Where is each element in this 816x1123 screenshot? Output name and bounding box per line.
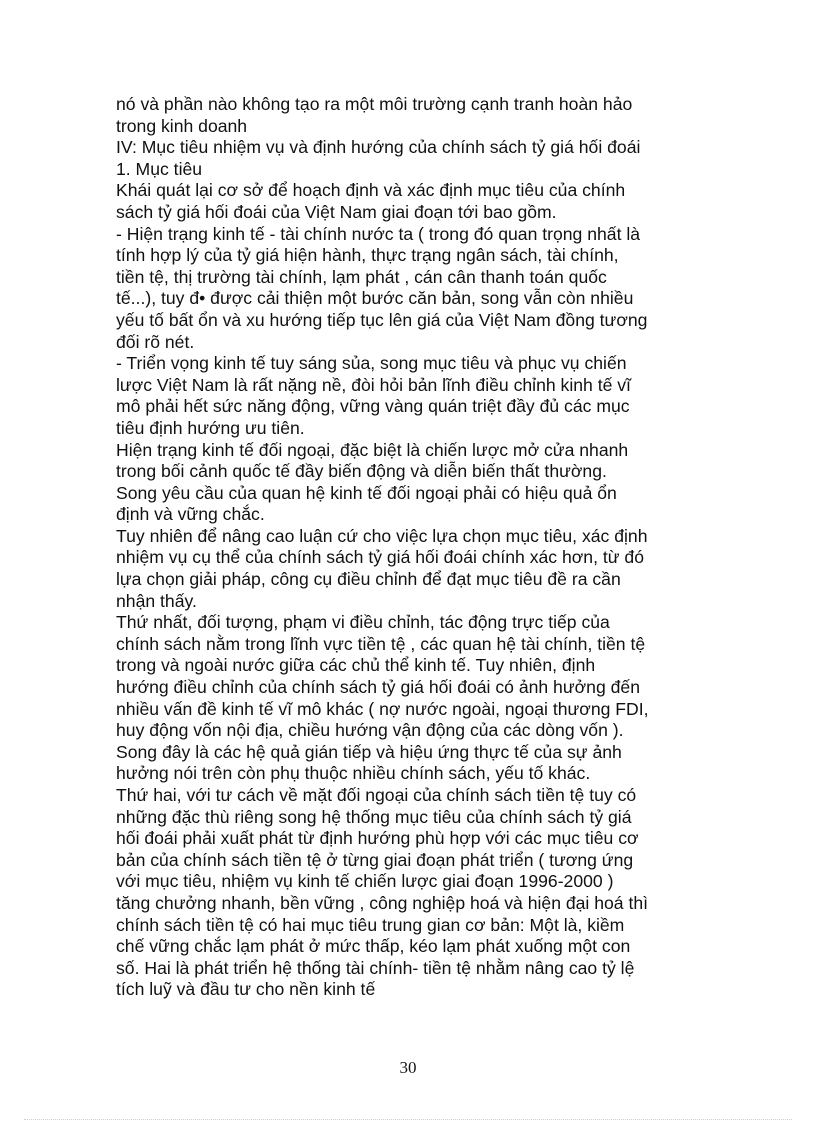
text-line: lựa chọn giải pháp, công cụ điều chỉnh để đạt mục tiêu đề ra cần (116, 569, 621, 590)
page-bottom-divider (24, 1119, 792, 1120)
text-line: với mục tiêu, nhiệm vụ kinh tế chiến lược giai đoạn 1996-2000 ) (116, 871, 614, 892)
text-line: yếu tố bất ổn và xu hướng tiếp tục lên giá của Việt Nam đồng tương (116, 309, 648, 330)
text-line: tích luỹ và đầu tư cho nền kinh tế (116, 979, 376, 1000)
text-line: Khái quát lại cơ sở để hoạch định và xác định mục tiêu của chính (116, 180, 626, 201)
text-line: hưởng nói trên còn phụ thuộc nhiều chính sách, yếu tố khác. (116, 763, 591, 784)
text-line: chính sách tiền tệ có hai mục tiêu trung gian cơ bản: Một là, kiềm (116, 914, 625, 935)
text-line: tiền tệ, thị trường tài chính, lạm phát , cán cân thanh toán quốc (116, 266, 607, 287)
text-line: mô phải hết sức năng động, vững vàng quán triệt đầy đủ các mục (116, 396, 630, 417)
text-line: lược Việt Nam là rất nặng nề, đòi hỏi bản lĩnh điều chỉnh kinh tế vĩ (116, 374, 631, 395)
text-line: Song đây là các hệ quả gián tiếp và hiệu ứng thực tế của sự ảnh (116, 741, 622, 762)
text-line: số. Hai là phát triển hệ thống tài chính- tiền tệ nhằm nâng cao tỷ lệ (116, 957, 635, 978)
text-line: hướng điều chỉnh của chính sách tỷ giá hối đoái có ảnh hưởng đến (116, 677, 640, 698)
text-line: tăng chưởng nhanh, bền vững , công nghiệp hoá và hiện đại hoá thì (116, 892, 649, 913)
page-number: 30 (399, 1058, 417, 1077)
text-line: - Triển vọng kinh tế tuy sáng sủa, song mục tiêu và phục vụ chiến (116, 353, 627, 374)
text-line: nó và phần nào không tạo ra một môi trường cạnh tranh hoàn hảo (116, 94, 633, 114)
text-line: định và vững chắc. (116, 504, 265, 525)
text-line: bản của chính sách tiền tệ ở từng giai đoạn phát triển ( tương ứng (116, 849, 634, 870)
text-line: trong bối cảnh quốc tế đầy biến động và diễn biến thất thường. (116, 461, 607, 482)
text-line: tế...), tuy đ• được cải thiện một bước căn bản, song vẫn còn nhiều (116, 288, 634, 309)
text-line: - Hiện trạng kinh tế - tài chính nước ta ( trong đó quan trọng nhất là (116, 223, 641, 244)
text-line: Hiện trạng kinh tế đối ngoại, đặc biệt là chiến lược mở cửa nhanh (116, 439, 629, 460)
subsection-heading: 1. Mục tiêu (116, 158, 203, 179)
body-text (116, 94, 716, 1001)
text-line: Tuy nhiên để nâng cao luận cứ cho việc lựa chọn mục tiêu, xác định (116, 525, 648, 546)
text-line: tiêu định hướng ưu tiên. (116, 417, 305, 438)
section-heading: IV: Mục tiêu nhiệm vụ và định hướng của chính sách tỷ giá hối đoái (116, 137, 641, 158)
text-line: nhiệm vụ cụ thể của chính sách tỷ giá hối đoái chính xác hơn, từ đó (116, 547, 644, 568)
text-line: nhận thấy. (116, 590, 197, 611)
text-line: sách tỷ giá hối đoái của Việt Nam giai đoạn tới bao gồm. (116, 201, 557, 222)
text-line: trong kinh doanh (116, 115, 248, 136)
text-line: đối rõ nét. (116, 331, 195, 352)
text-line: chế vững chắc lạm phát ở mức thấp, kéo lạm phát xuống một con (116, 936, 631, 957)
text-line: huy động vốn nội địa, chiều hướng vận động của các dòng vốn ). (116, 720, 624, 741)
text-line: những đặc thù riêng song hệ thống mục tiêu của chính sách tỷ giá (116, 806, 632, 827)
text-line: Thứ nhất, đối tượng, phạm vi điều chỉnh, tác động trực tiếp của (116, 612, 610, 633)
text-line: nhiều vấn đề kinh tế vĩ mô khác ( nợ nước ngoài, ngoại thương FDI, (116, 698, 649, 719)
text-line: trong và ngoài nước giữa các chủ thể kinh tế. Tuy nhiên, định (116, 655, 596, 676)
text-line: hối đoái phải xuất phát từ định hướng phù hợp với các mục tiêu cơ (116, 828, 639, 849)
text-line: Song yêu cầu của quan hệ kinh tế đối ngoại phải có hiệu quả ổn (116, 482, 617, 503)
text-line: Thứ hai, với tư cách về mặt đối ngoại của chính sách tiền tệ tuy có (116, 785, 637, 805)
text-line: chính sách nằm trong lĩnh vực tiền tệ , các quan hệ tài chính, tiền tệ (116, 633, 646, 654)
text-line: tính hợp lý của tỷ giá hiện hành, thực trạng ngân sách, tài chính, (116, 245, 619, 266)
